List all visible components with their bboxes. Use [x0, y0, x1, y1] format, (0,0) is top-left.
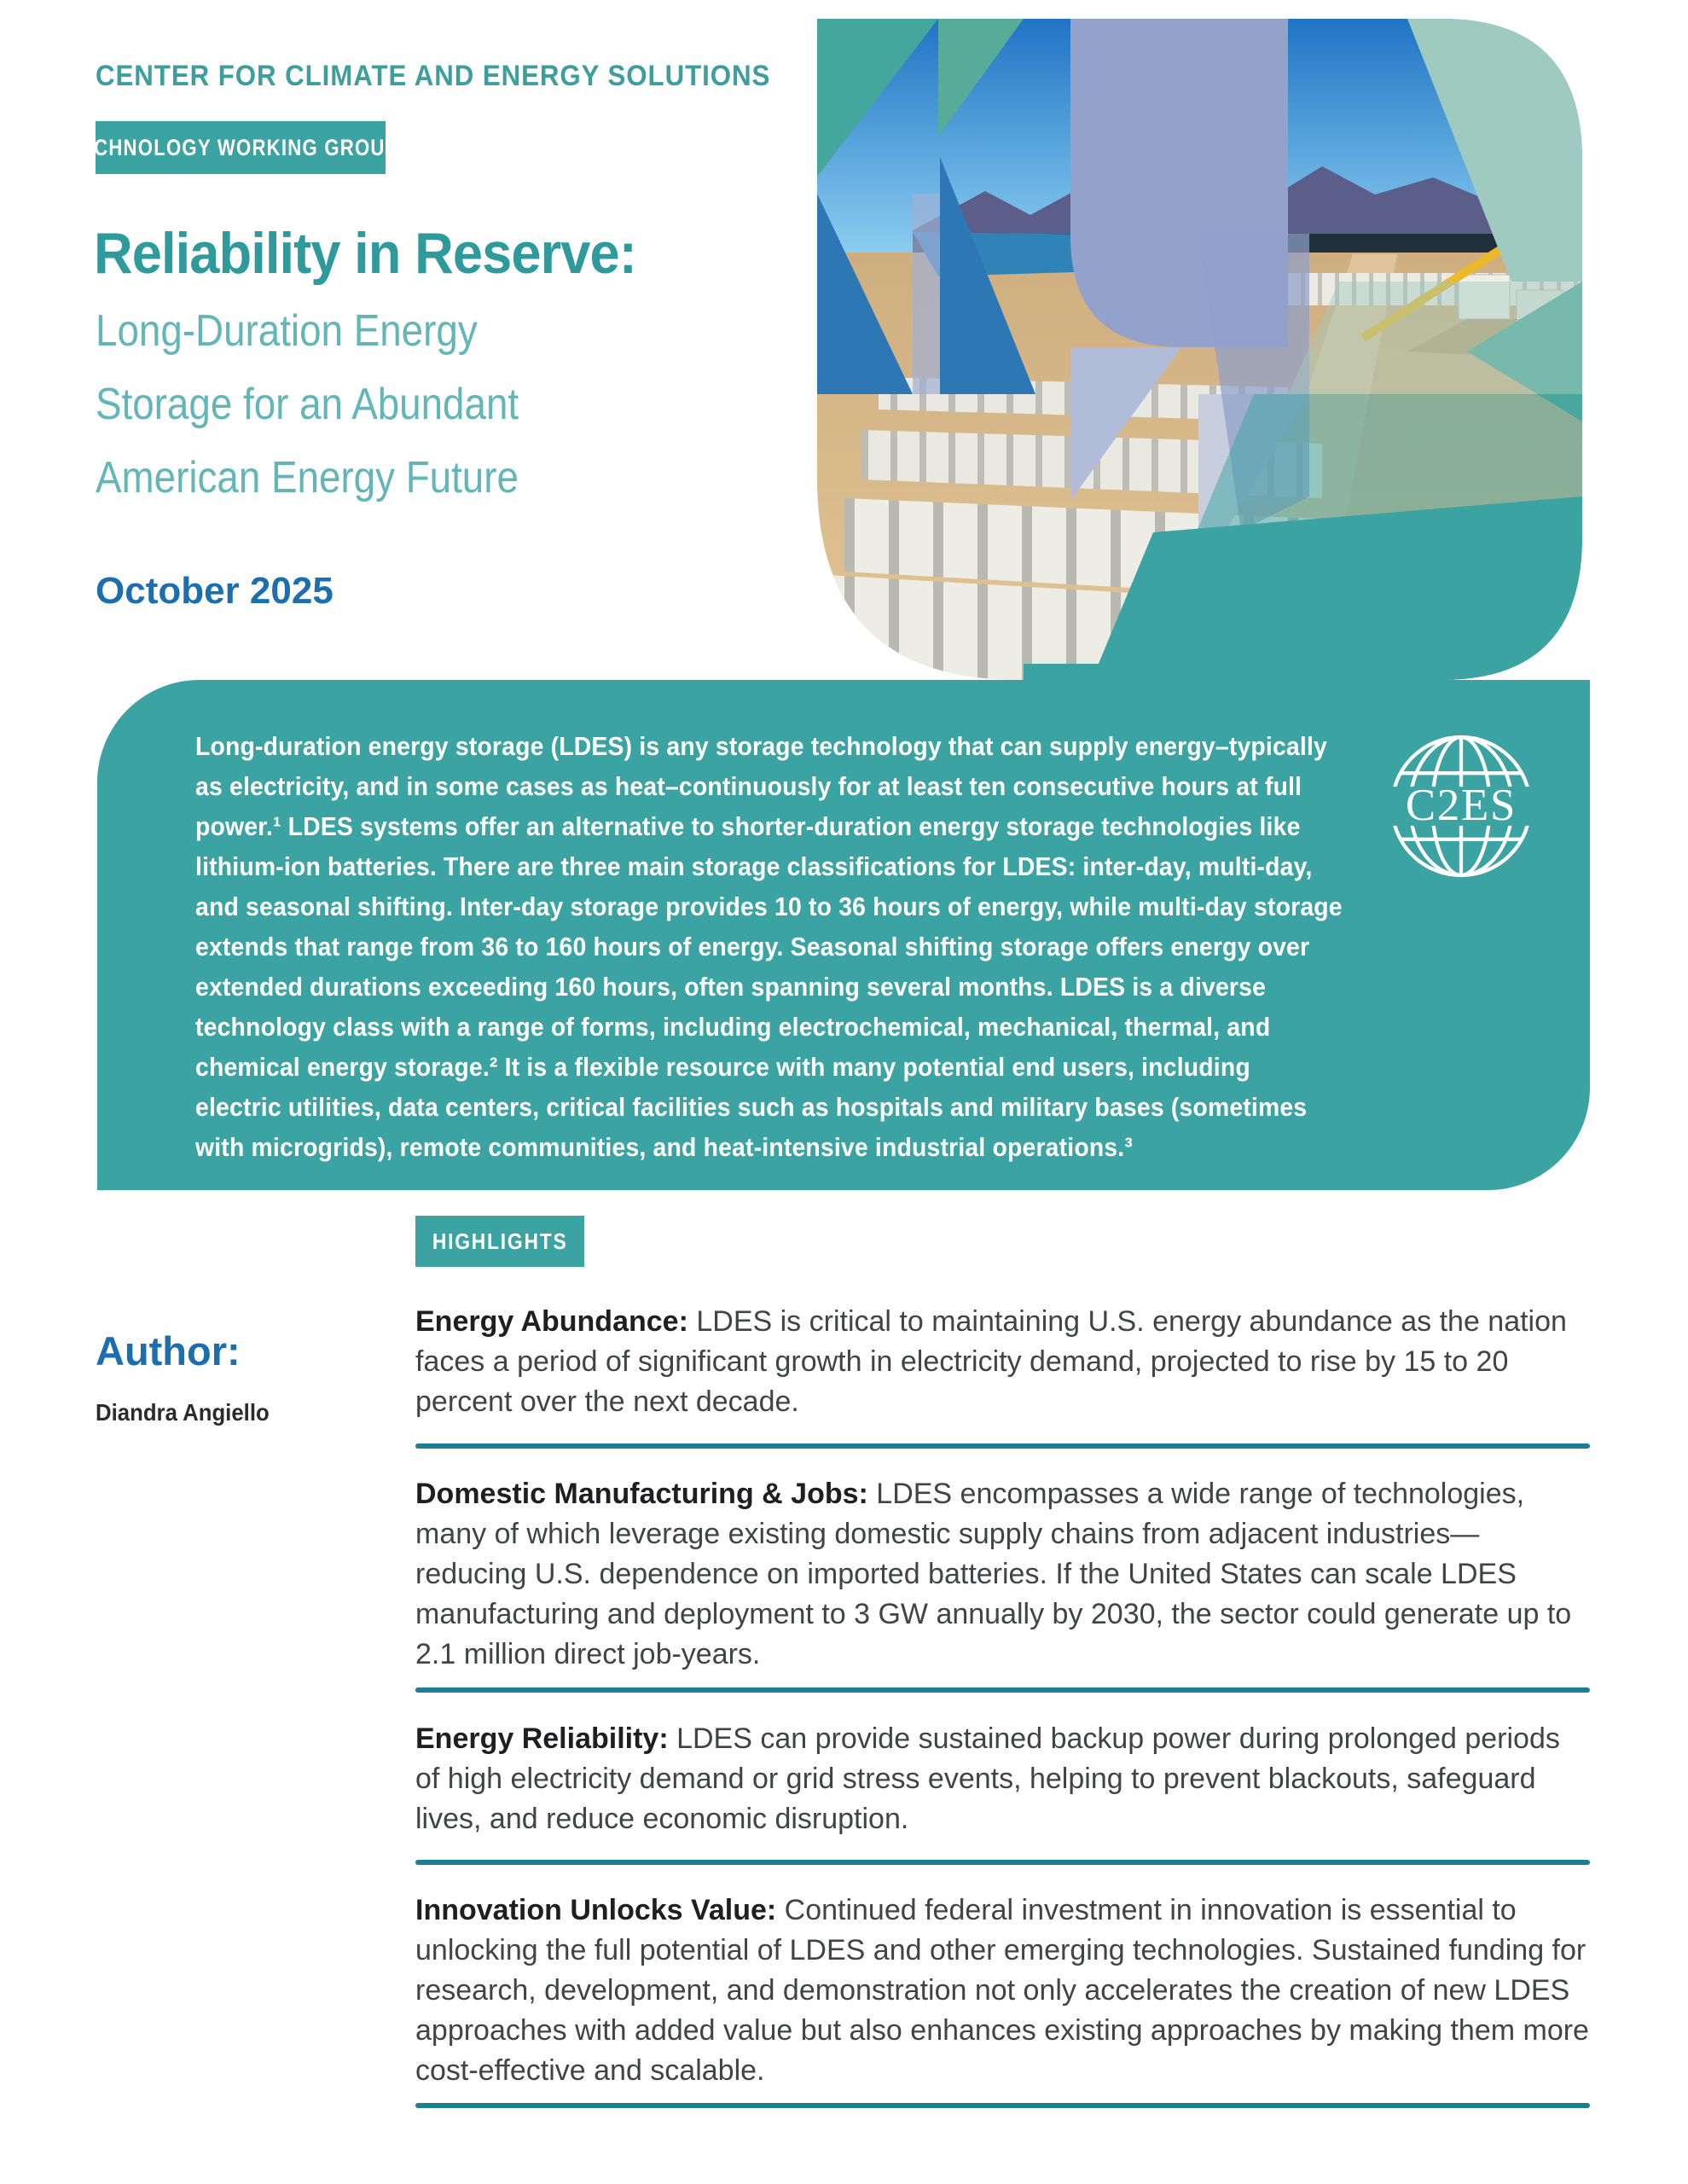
report-subtitle-line-1: Long-Duration Energy	[96, 306, 478, 356]
highlight-body: Continued federal investment in innovation is essential to unlocking the full potential of LDES and other emerging technologies. Sustained funding for research, development, and demonstration not only accelerates the creation of new LDES approaches with added value but also enhances existing approaches by making them more cost-effective and scalable.	[415, 1894, 1589, 2087]
author-label: Author:	[96, 1328, 241, 1374]
highlight-item-energy-abundance	[415, 1302, 1590, 1422]
summary-box	[97, 680, 1590, 1190]
report-title-lead: Reliability in Reserve:	[94, 221, 636, 286]
highlights-badge	[415, 1216, 584, 1267]
highlights-badge-label: HIGHLIGHTS	[432, 1228, 568, 1254]
section-divider	[415, 1443, 1590, 1449]
highlight-item-innovation-unlocks-value	[415, 1891, 1590, 2091]
highlight-body: LDES is critical to maintaining U.S. energy abundance as the nation faces a period of significant growth in electricity demand, projected to rise by 15 to 20 percent over the next decade.	[415, 1305, 1567, 1418]
report-subtitle-line-2: Storage for an Abundant	[96, 380, 519, 429]
org-name: CENTER FOR CLIMATE AND ENERGY SOLUTIONS	[96, 60, 771, 92]
highlight-body: LDES encompasses a wide range of technologies, many of which leverage existing domestic supply chains from adjacent industries—reducing U.S. dependence on imported batteries. If the United States can scale LDES manufacturing and deployment to 3 GW annually by 2030, the sector could generate up to 2.1 million direct job-years.	[415, 1478, 1572, 1670]
report-subtitle-line-3: American Energy Future	[96, 453, 519, 502]
highlight-lead: Energy Abundance:	[415, 1305, 688, 1338]
author-name: Diandra Angiello	[96, 1399, 270, 1426]
technology-working-groups-badge	[67, 121, 414, 174]
highlight-lead: Innovation Unlocks Value:	[415, 1894, 777, 1926]
highlight-item-energy-reliability	[415, 1719, 1590, 1839]
highlight-lead: Energy Reliability:	[415, 1722, 669, 1755]
section-divider	[415, 1860, 1590, 1865]
technology-working-groups-badge-label: TECHNOLOGY WORKING GROUPS	[67, 134, 414, 160]
c2es-logo-text: C2ES	[1405, 780, 1517, 830]
highlight-lead: Domestic Manufacturing & Jobs:	[415, 1478, 868, 1510]
highlight-item-domestic-manufacturing-jobs	[415, 1474, 1590, 1675]
battery-storage-photo-collage	[810, 19, 1582, 680]
c2es-logo globe-icon	[1386, 731, 1536, 881]
highlight-body: LDES can provide sustained backup power during prolonged periods of high electricity demand or grid stress events, helping to prevent blackouts, safeguard lives, and reduce economic disruption.	[415, 1722, 1560, 1835]
section-divider	[415, 1687, 1590, 1693]
section-divider	[415, 2103, 1590, 2108]
summary-text: Long-duration energy storage (LDES) is any storage technology that can supply energy–typically as electricity, and in some cases as heat–continuously for at least ten consecutive hours at full power.¹ LDES systems offer an alternative to shorter-duration energy storage technologies like lithium-ion batteries. There are three main storage classifications for LDES: inter-day, multi-day, and seasonal shifting. Inter-day storage provides 10 to 36 hours of energy, while multi-day storage extends that range from 36 to 160 hours of energy. Seasonal shifting storage offers energy over extended durations exceeding 160 hours, often spanning several months. LDES is a diverse technology class with a range of forms, including electrochemical, mechanical, thermal, and chemical energy storage.² It is a flexible resource with many potential end users, including electric utilities, data centers, critical facilities such as hospitals and military bases (sometimes with microgrids), remote communities, and heat-intensive industrial operations.³	[195, 731, 1343, 1162]
publication-date: October 2025	[96, 570, 334, 612]
